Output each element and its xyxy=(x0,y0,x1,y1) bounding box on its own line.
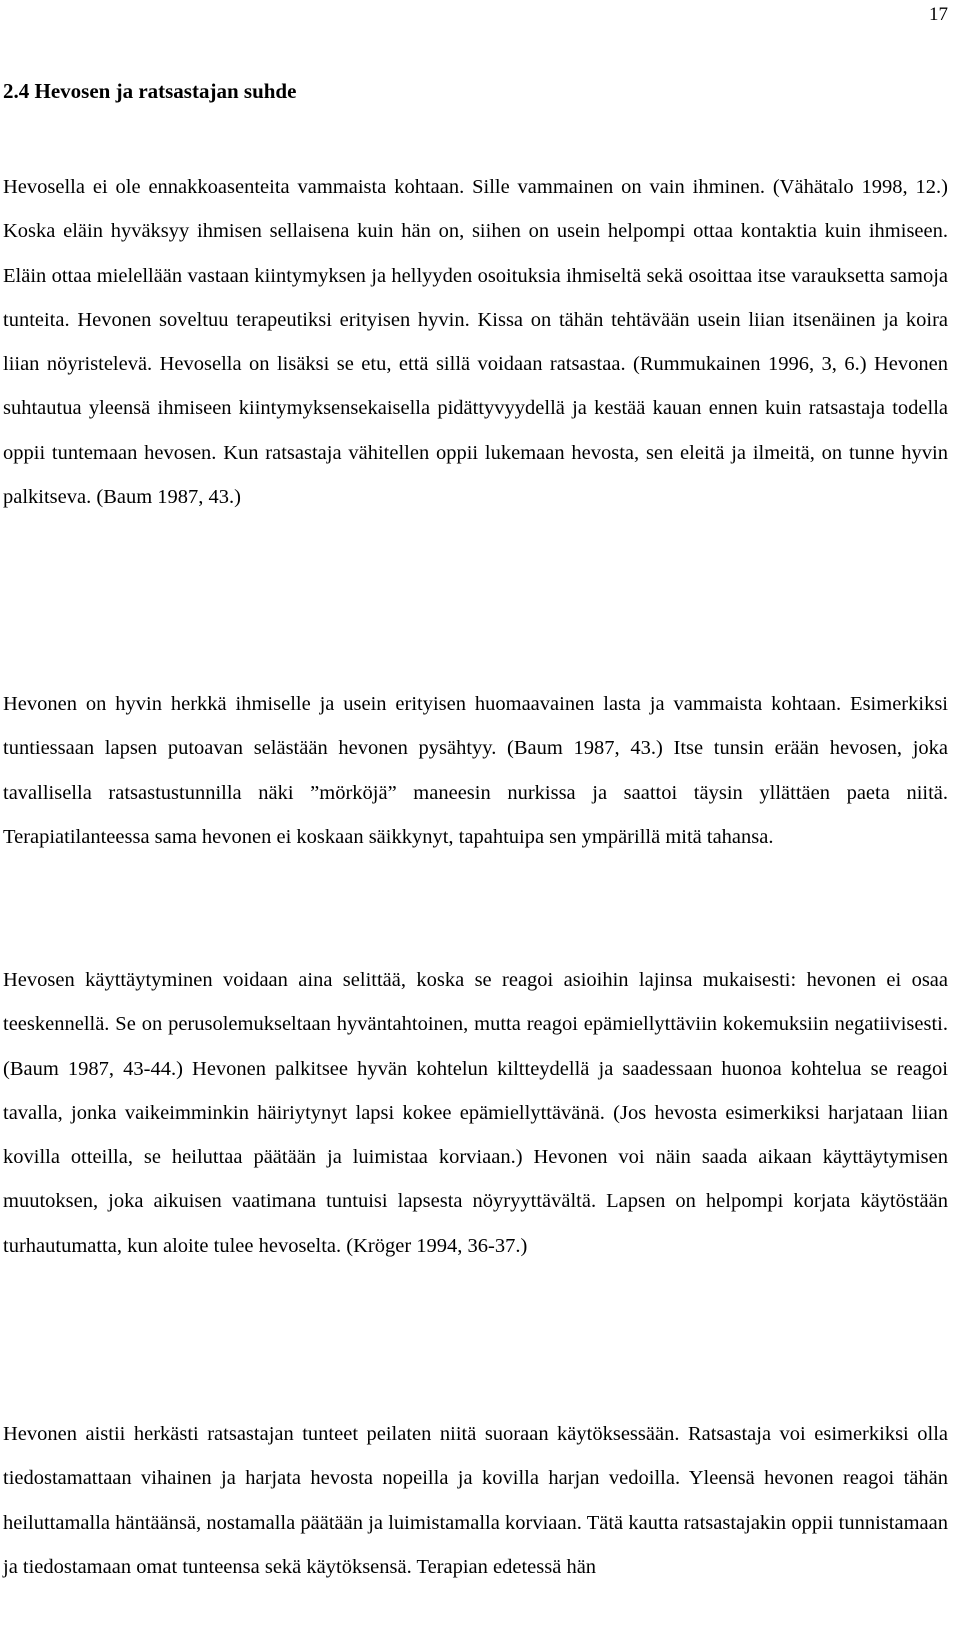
paragraph-4: Hevonen aistii herkästi ratsastajan tunteet peilaten niitä suoraan käytöksessään. Ratsastaja voi esimerkiksi olla tiedostamattaan vihainen ja harjata hevosta nopeilla ja kovilla harjan vedoilla. Yleensä hevonen reagoi tähän heiluttamalla häntäänsä, nostamalla päätään ja luimistamalla korviaan. Tätä kautta ratsastajakin oppii tunnistamaan ja tiedostamaan omat tunteensa sekä käytöksensä. Terapian edetessä hän xyxy=(3,1423,948,1578)
paragraph-3: Hevosen käyttäytyminen voidaan aina selittää, koska se reagoi asioihin lajinsa mukaisesti: hevonen ei osaa teeskennellä. Se on perusolemukseltaan hyväntahtoinen, mutta reagoi epämiellyttäviin kokemuksiin negatiivisesti. (Baum 1987, 43-44.) Hevonen palkitsee hyvän kohtelun kiltteydellä ja saadessaan huonoa kohtelua se reagoi tavalla, jonka vaikeimminkin häiriytynyt lapsi kokee epämiellyttävänä. (Jos hevosta esimerkiksi harjataan liian kovilla otteilla, se heiluttaa päätään ja luimistaa korviaan.) Hevonen voi näin saada aikaan käyttäytymisen muutoksen, joka aikuisen vaatimana tuntuisi lapsesta nöyryyttävältä. Lapsen on helpompi korjata käytöstään turhautumatta, kun aloite tulee hevoselta. (Kröger 1994, 36-37.) xyxy=(3,969,948,1257)
page-number: 17 xyxy=(929,4,948,25)
paragraph-2: Hevonen on hyvin herkkä ihmiselle ja usein erityisen huomaavainen lasta ja vammaista kohtaan. Esimerkiksi tuntiessaan lapsen putoavan selästään hevonen pysähtyy. (Baum 1987, 43.) Itse tunsin erään hevosen, joka tavallisella ratsastustunnilla näki ”mörköjä” maneesin nurkissa ja saattoi täysin yllättäen paeta niitä. Terapiatilanteessa sama hevonen ei koskaan säikkynyt, tapahtuipa sen ympärillä mitä tahansa. xyxy=(3,693,948,848)
section-heading: 2.4 Hevosen ja ratsastajan suhde xyxy=(3,79,297,103)
paragraph-1: Hevosella ei ole ennakkoasenteita vammaista kohtaan. Sille vammainen on vain ihminen. (Vähätalo 1998, 12.) Koska eläin hyväksyy ihmisen sellaisena kuin hän on, siihen on usein helpompi ottaa kontaktia kuin ihmiseen. Eläin ottaa mielellään vastaan kiintymyksen ja hellyyden osoituksia ihmiseltä sekä osoittaa itse varauksetta samoja tunteita. Hevonen soveltuu terapeutiksi erityisen hyvin. Kissa on tähän tehtävään usein liian itsenäinen ja koira liian nöyristelevä. Hevosella on lisäksi se etu, että sillä voidaan ratsastaa. (Rummukainen 1996, 3, 6.) Hevonen suhtautua yleensä ihmiseen kiintymyksensekaisella pidättyvyydellä ja kestää kauan ennen kuin ratsastaja todella oppii tuntemaan hevosen. Kun ratsastaja vähitellen oppii lukemaan hevosta, sen eleitä ja ilmeitä, on tunne hyvin palkitseva. (Baum 1987, 43.) xyxy=(3,176,948,509)
